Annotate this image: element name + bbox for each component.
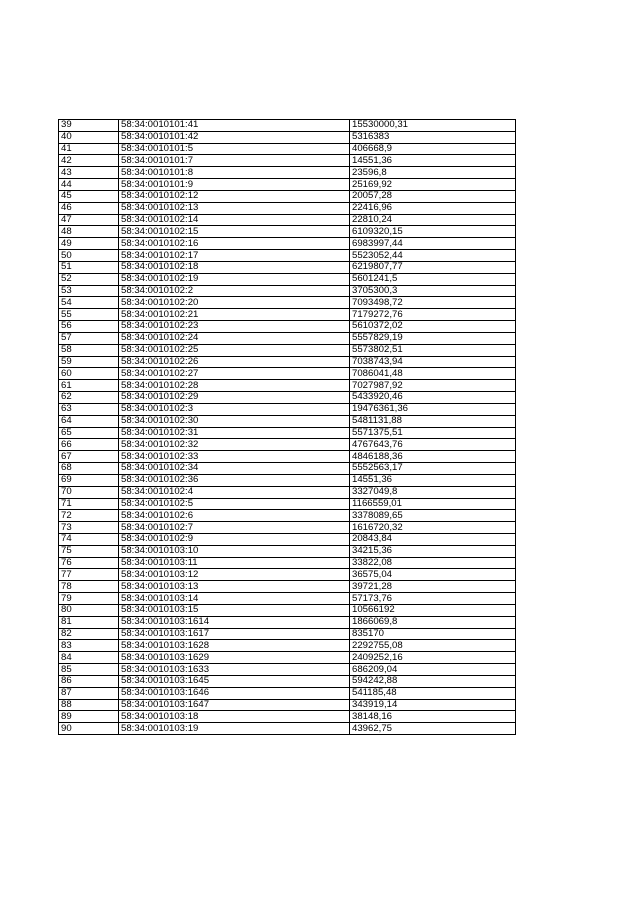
row-number-cell: 75 [59,545,119,557]
table-row [59,652,516,664]
value-cell: 19476361,36 [350,403,516,415]
value-cell: 7038743,94 [350,356,516,368]
value-cell: 14551,36 [350,474,516,486]
value-cell: 5316383 [350,131,516,143]
cadastral-number-cell: 58:34:0010103:1629 [119,652,350,664]
row-number-cell: 88 [59,699,119,711]
cadastral-value-table [58,119,516,735]
value-cell: 541185,48 [350,687,516,699]
table-row [59,664,516,676]
table-row [59,545,516,557]
row-number-cell: 89 [59,711,119,723]
row-number-cell: 69 [59,474,119,486]
value-cell: 5573802,51 [350,344,516,356]
cadastral-number-cell: 58:34:0010103:18 [119,711,350,723]
row-number-cell: 70 [59,486,119,498]
value-cell: 14551,36 [350,155,516,167]
row-number-cell: 63 [59,403,119,415]
table-row [59,344,516,356]
row-number-cell: 56 [59,321,119,333]
row-number-cell: 80 [59,604,119,616]
row-number-cell: 59 [59,356,119,368]
row-number-cell: 81 [59,616,119,628]
table-row [59,510,516,522]
table-row [59,297,516,309]
cadastral-number-cell: 58:34:0010102:23 [119,321,350,333]
value-cell: 20843,84 [350,533,516,545]
table-row [59,190,516,202]
value-cell: 5523052,44 [350,250,516,262]
row-number-cell: 40 [59,131,119,143]
value-cell: 343919,14 [350,699,516,711]
table-row [59,321,516,333]
cadastral-number-cell: 58:34:0010102:31 [119,427,350,439]
value-cell: 6219807,77 [350,261,516,273]
row-number-cell: 78 [59,581,119,593]
value-cell: 3327049,8 [350,486,516,498]
value-cell: 1166559,01 [350,498,516,510]
table-row [59,498,516,510]
value-cell: 2409252,16 [350,652,516,664]
row-number-cell: 53 [59,285,119,297]
value-cell: 4767643,76 [350,439,516,451]
value-cell: 594242,88 [350,675,516,687]
row-number-cell: 60 [59,368,119,380]
row-number-cell: 87 [59,687,119,699]
cadastral-number-cell: 58:34:0010102:36 [119,474,350,486]
cadastral-number-cell: 58:34:0010102:32 [119,439,350,451]
row-number-cell: 79 [59,593,119,605]
row-number-cell: 84 [59,652,119,664]
cadastral-number-cell: 58:34:0010102:4 [119,486,350,498]
value-cell: 5433920,46 [350,392,516,404]
table-row [59,332,516,344]
table-row [59,486,516,498]
value-cell: 36575,04 [350,569,516,581]
table-row [59,533,516,545]
cadastral-number-cell: 58:34:0010102:15 [119,226,350,238]
value-cell: 1616720,32 [350,522,516,534]
value-cell: 33822,08 [350,557,516,569]
value-cell: 686209,04 [350,664,516,676]
table-row [59,261,516,273]
value-cell: 22416,96 [350,202,516,214]
row-number-cell: 68 [59,463,119,475]
row-number-cell: 65 [59,427,119,439]
table-row [59,699,516,711]
value-cell: 20057,28 [350,190,516,202]
table-row [59,640,516,652]
table-row [59,593,516,605]
row-number-cell: 77 [59,569,119,581]
value-cell: 5571375,51 [350,427,516,439]
value-cell: 5552563,17 [350,463,516,475]
row-number-cell: 50 [59,250,119,262]
table-row [59,628,516,640]
cadastral-number-cell: 58:34:0010102:12 [119,190,350,202]
table-row [59,439,516,451]
value-cell: 5481131,88 [350,415,516,427]
table-row [59,463,516,475]
value-cell: 2292755,08 [350,640,516,652]
cadastral-number-cell: 58:34:0010103:12 [119,569,350,581]
cadastral-number-cell: 58:34:0010101:42 [119,131,350,143]
cadastral-number-cell: 58:34:0010102:26 [119,356,350,368]
row-number-cell: 76 [59,557,119,569]
value-cell: 3378089,65 [350,510,516,522]
cadastral-number-cell: 58:34:0010102:9 [119,533,350,545]
cadastral-number-cell: 58:34:0010103:10 [119,545,350,557]
row-number-cell: 58 [59,344,119,356]
cadastral-number-cell: 58:34:0010103:1645 [119,675,350,687]
table-row [59,179,516,191]
table-row [59,368,516,380]
row-number-cell: 55 [59,309,119,321]
table-row [59,581,516,593]
table-row [59,214,516,226]
cadastral-number-cell: 58:34:0010103:1617 [119,628,350,640]
value-cell: 23596,8 [350,167,516,179]
table-row [59,250,516,262]
cadastral-number-cell: 58:34:0010102:6 [119,510,350,522]
table-row [59,415,516,427]
value-cell: 6109320,15 [350,226,516,238]
value-cell: 57173,76 [350,593,516,605]
cadastral-number-cell: 58:34:0010102:20 [119,297,350,309]
cadastral-number-cell: 58:34:0010102:28 [119,380,350,392]
table-body [59,120,516,735]
table-row [59,392,516,404]
cadastral-number-cell: 58:34:0010102:7 [119,522,350,534]
cadastral-number-cell: 58:34:0010101:8 [119,167,350,179]
row-number-cell: 46 [59,202,119,214]
table-row [59,616,516,628]
table-row [59,380,516,392]
row-number-cell: 57 [59,332,119,344]
table-row [59,474,516,486]
row-number-cell: 48 [59,226,119,238]
row-number-cell: 39 [59,120,119,132]
table-row [59,451,516,463]
row-number-cell: 52 [59,273,119,285]
table-row [59,120,516,132]
value-cell: 5601241,5 [350,273,516,285]
cadastral-number-cell: 58:34:0010102:29 [119,392,350,404]
value-cell: 7027987,92 [350,380,516,392]
table-row [59,522,516,534]
cadastral-number-cell: 58:34:0010103:13 [119,581,350,593]
table-row [59,675,516,687]
table-row [59,723,516,735]
value-cell: 406668,9 [350,143,516,155]
value-cell: 5610372,02 [350,321,516,333]
value-cell: 15530000,31 [350,120,516,132]
table-row [59,143,516,155]
row-number-cell: 54 [59,297,119,309]
table-row [59,202,516,214]
cadastral-number-cell: 58:34:0010103:1633 [119,664,350,676]
row-number-cell: 85 [59,664,119,676]
cadastral-number-cell: 58:34:0010102:25 [119,344,350,356]
row-number-cell: 62 [59,392,119,404]
cadastral-number-cell: 58:34:0010102:21 [119,309,350,321]
cadastral-number-cell: 58:34:0010102:30 [119,415,350,427]
value-cell: 25169,92 [350,179,516,191]
table-row [59,155,516,167]
cadastral-number-cell: 58:34:0010103:1614 [119,616,350,628]
row-number-cell: 49 [59,238,119,250]
table-row [59,131,516,143]
value-cell: 43962,75 [350,723,516,735]
row-number-cell: 72 [59,510,119,522]
row-number-cell: 42 [59,155,119,167]
cadastral-number-cell: 58:34:0010103:19 [119,723,350,735]
table-row [59,403,516,415]
row-number-cell: 82 [59,628,119,640]
value-cell: 5557829,19 [350,332,516,344]
value-cell: 22810,24 [350,214,516,226]
row-number-cell: 86 [59,675,119,687]
row-number-cell: 45 [59,190,119,202]
row-number-cell: 67 [59,451,119,463]
row-number-cell: 61 [59,380,119,392]
value-cell: 7179272,76 [350,309,516,321]
row-number-cell: 41 [59,143,119,155]
cadastral-number-cell: 58:34:0010102:19 [119,273,350,285]
table-row [59,167,516,179]
table-row [59,226,516,238]
row-number-cell: 83 [59,640,119,652]
cadastral-number-cell: 58:34:0010102:13 [119,202,350,214]
cadastral-number-cell: 58:34:0010102:33 [119,451,350,463]
value-cell: 7093498,72 [350,297,516,309]
value-cell: 7086041,48 [350,368,516,380]
table-row [59,356,516,368]
cadastral-number-cell: 58:34:0010101:7 [119,155,350,167]
table-row [59,285,516,297]
table-row [59,309,516,321]
value-cell: 10566192 [350,604,516,616]
row-number-cell: 71 [59,498,119,510]
row-number-cell: 51 [59,261,119,273]
cadastral-number-cell: 58:34:0010103:11 [119,557,350,569]
table-row [59,604,516,616]
value-cell: 3705300,3 [350,285,516,297]
row-number-cell: 73 [59,522,119,534]
table-row [59,569,516,581]
table-row [59,273,516,285]
row-number-cell: 90 [59,723,119,735]
cadastral-number-cell: 58:34:0010102:16 [119,238,350,250]
cadastral-number-cell: 58:34:0010103:14 [119,593,350,605]
cadastral-number-cell: 58:34:0010103:15 [119,604,350,616]
value-cell: 835170 [350,628,516,640]
cadastral-number-cell: 58:34:0010102:18 [119,261,350,273]
table-row [59,557,516,569]
row-number-cell: 44 [59,179,119,191]
cadastral-number-cell: 58:34:0010101:5 [119,143,350,155]
cadastral-number-cell: 58:34:0010103:1646 [119,687,350,699]
table-row [59,238,516,250]
cadastral-number-cell: 58:34:0010102:17 [119,250,350,262]
cadastral-number-cell: 58:34:0010103:1628 [119,640,350,652]
row-number-cell: 47 [59,214,119,226]
cadastral-number-cell: 58:34:0010102:24 [119,332,350,344]
cadastral-number-cell: 58:34:0010102:5 [119,498,350,510]
row-number-cell: 66 [59,439,119,451]
table-row [59,687,516,699]
table-row [59,427,516,439]
cadastral-number-cell: 58:34:0010102:2 [119,285,350,297]
cadastral-number-cell: 58:34:0010102:14 [119,214,350,226]
value-cell: 6983997,44 [350,238,516,250]
cadastral-number-cell: 58:34:0010102:27 [119,368,350,380]
cadastral-number-cell: 58:34:0010102:3 [119,403,350,415]
value-cell: 39721,28 [350,581,516,593]
cadastral-number-cell: 58:34:0010101:41 [119,120,350,132]
cadastral-number-cell: 58:34:0010101:9 [119,179,350,191]
cadastral-number-cell: 58:34:0010103:1647 [119,699,350,711]
value-cell: 1866069,8 [350,616,516,628]
row-number-cell: 43 [59,167,119,179]
value-cell: 4846188,36 [350,451,516,463]
table-row [59,711,516,723]
value-cell: 38148,16 [350,711,516,723]
row-number-cell: 64 [59,415,119,427]
value-cell: 34215,36 [350,545,516,557]
row-number-cell: 74 [59,533,119,545]
cadastral-number-cell: 58:34:0010102:34 [119,463,350,475]
